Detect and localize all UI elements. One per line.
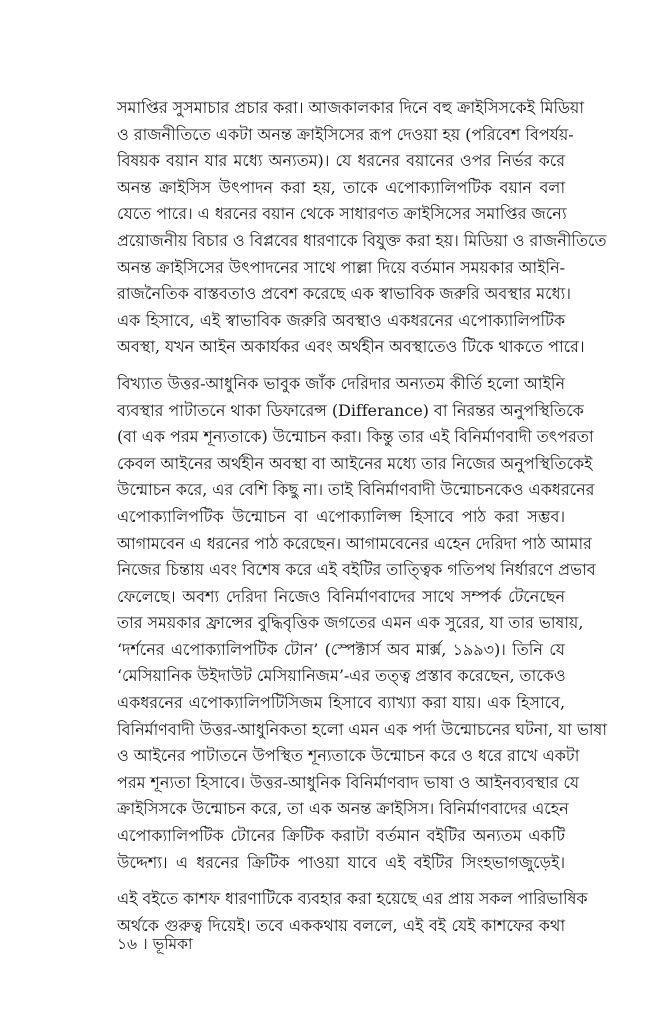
text-line: প্রয়োজনীয় বিচার ও বিপ্লবের ধারণাকে বিযুক্ত করা হয়। মিডিয়া ও রাজনীতিতে — [117, 230, 607, 250]
text-line: ব্যবস্থার পাটাতনে থাকা ডিফারেন্স (Differance) বা নিরন্তর অনুপস্থিতিকে — [117, 400, 584, 420]
text-line: বিখ্যাত উত্তর-আধুনিক ভাবুক জাঁক দেরিদার অন্যতম কীর্তি হলো আইনি — [117, 373, 565, 393]
text-line: কেবল আইনের অর্থহীন অবস্থা বা আইনের মধ্যে তার নিজের অনুপস্থিতিকেই — [117, 453, 593, 473]
text-line: নিজের চিন্তায় এবং বিশেষ করে এই বইটির তাত্ত্বিক গতিপথ নির্ধারণে প্রভাব — [117, 560, 596, 580]
text-line: রাজনৈতিক বাস্তবতাও প্রবেশ করেছে এক স্বাভাবিক জরুরি অবস্থার মধ্যে। — [117, 284, 571, 304]
text-line: ‘দর্শনের এপোক্যালিপটিক টোন’ (স্পেক্টার্স অব মার্ক্স, ১৯৯৩)। তিনি যে — [117, 639, 565, 659]
text-line: বিনির্মাণবাদী উত্তর-আধুনিকতা হলো এমন এক পর্দা উন্মোচনের ঘটনা, যা ভাষা — [117, 719, 607, 739]
text-line: এক হিসাবে, এই স্বাভাবিক জরুরি অবস্থাও একধরনের এপোক্যালিপটিক — [117, 310, 565, 330]
text-line: উদ্দেশ্য। এ ধরনের ক্রিটিক পাওয়া যাবে এই বইটির সিংহভাগজুড়েই। — [117, 852, 565, 872]
text-line: আগামবেন এ ধরনের পাঠ করেছেন। আগামবেনের এহেন দেরিদা পাঠ আমার — [117, 533, 592, 553]
page-footer — [117, 934, 193, 954]
text-line: ‘মেসিয়ানিক উইদাউট মেসিয়ানিজম’-এর তত্ত্ব প্রস্তাব করেছেন, তাকেও — [117, 666, 566, 686]
text-line: (বা এক পরম শূন্যতাকে) উন্মোচন করা। কিন্তু তার এই বিনির্মাণবাদী তৎপরতা — [117, 427, 594, 447]
text-line: অর্থকে গুরুত্ব দিয়েই। তবে এককথায় বললে, এই বই যেই কাশফের কথা — [117, 915, 565, 935]
paragraph-2 — [117, 371, 607, 876]
section-title: ভূমিকা — [152, 935, 193, 953]
text-line: এই বইতে কাশফ ধারণাটিকে ব্যবহার করা হয়েছে এর প্রায় সকল পারিভাষিক — [117, 889, 588, 909]
paragraph-1 — [117, 95, 607, 361]
text-line: এপোক্যালিপটিক উন্মোচন বা এপোক্যালিপ্স হিসাবে পাঠ করা সম্ভব। — [117, 506, 565, 526]
text-line: অনন্ত ক্রাইসিসের উৎপাদনের সাথে পাল্লা দিয়ে বর্তমান সময়কার আইনি- — [117, 257, 565, 277]
text-line: বিষয়ক বয়ান যার মধ্যে অন্যতম)। যে ধরনের বয়ানের ওপর নির্ভর করে — [117, 151, 565, 171]
text-line: ক্রাইসিসকে উন্মোচন করে, তা এক অনন্ত ক্রাইসিস। বিনির্মাণবাদের এহেন — [117, 799, 569, 819]
text-line: অবস্থা, যখন আইন অকার্যকর এবং অর্থহীন অবস্থাতেও টিকে থাকতে পারে। — [117, 337, 585, 357]
footer-separator: । — [142, 935, 148, 953]
paragraph-3 — [117, 886, 588, 939]
text-line: ও রাজনীতিতে একটা অনন্ত ক্রাইসিসের রূপ দেওয়া হয় (পরিবেশ বিপর্যয়- — [117, 124, 574, 144]
text-line: উন্মোচন করে, এর বেশি কিছু না। তাই বিনির্মাণবাদী উন্মোচনকেও একধরনের — [117, 480, 595, 500]
text-line: যেতে পারে। এ ধরনের বয়ান থেকে সাধারণত ক্রাইসিসের সমাপ্তির জন্যে — [117, 204, 567, 224]
text-line: সমাপ্তির সুসমাচার প্রচার করা। আজকালকার দিনে বহু ক্রাইসিসকেই মিডিয়া — [117, 98, 584, 117]
text-line: তার সময়কার ফ্রান্সের বুদ্ধিবৃত্তিক জগতের এমন এক সুরের, যা তার ভাষায়, — [117, 613, 584, 633]
text-line: একধরনের এপোক্যালিপটিসিজম হিসাবে ব্যাখ্যা করা যায়। এক হিসাবে, — [117, 693, 565, 713]
text-line: ও আইনের পাটাতনে উপস্থিত শূন্যতাকে উন্মোচন করে ও ধরে রাখে একটা — [117, 746, 580, 766]
page-number: ১৬ — [117, 935, 138, 953]
body-text — [117, 95, 607, 949]
text-line: অনন্ত ক্রাইসিস উৎপাদন করা হয়, তাকে এপোক্যালিপটিক বয়ান বলা — [117, 177, 565, 197]
text-line: ফেলেছে। অবশ্য দেরিদা নিজেও বিনির্মাণবাদের সাথে সম্পর্ক টেনেছেন — [117, 586, 565, 606]
text-line: পরম শূন্যতা হিসাবে। উত্তর-আধুনিক বিনির্মাণবাদ ভাষা ও আইনব্যবস্থার যে — [117, 772, 580, 792]
text-line: এপোক্যালিপটিক টোনের ক্রিটিক করাটা বর্তমান বইটির অন্যতম একটি — [117, 826, 565, 846]
